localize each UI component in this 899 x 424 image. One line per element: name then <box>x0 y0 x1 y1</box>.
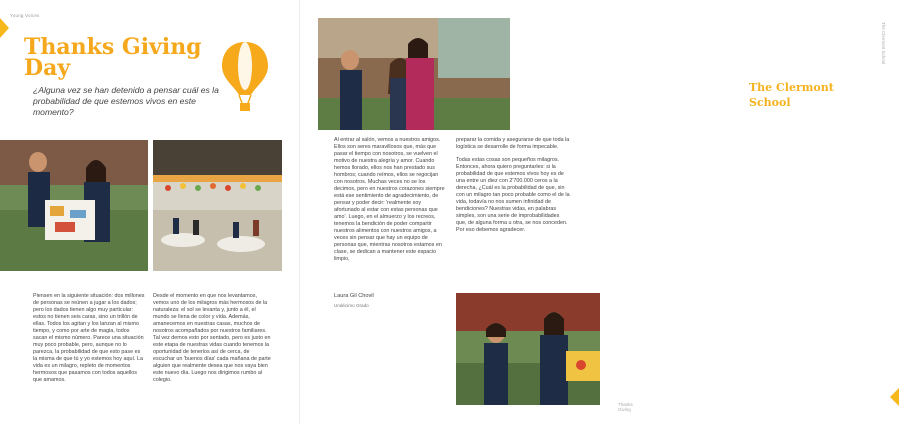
right-page <box>300 0 886 424</box>
photo-dining-hall <box>153 140 282 271</box>
page-footer: Thanks Giving <box>618 402 633 412</box>
author-name: Laura Gil Chovil <box>334 293 374 299</box>
left-page <box>0 0 300 424</box>
paragraph: preparar la comida y asegurarse de que toda la logística se desarrolle de forma impecable. <box>456 137 570 150</box>
article-title: Thanks Giving Day <box>24 34 202 81</box>
right-column-2 <box>456 137 571 240</box>
author-grade: Undécimo Grado <box>334 303 369 308</box>
paragraph: Todas estas cosas son pequeños milagros. Entonces, ahora quiero preguntarles: si la probabilidad de que estemos vivos hoy es de una entre un diez con 2'700.000 ceros a la derecha, ¿Cuál es la probabilidad de que, sin con un milagro tan poco probable como el de la vida, todavía no nos sumen infinidad de bendiciones? Nuestras vidas, en palabras simples, son una serie de improbabilidades que, de alguna forma u otra, se nos conceden. Por eso debemos agradecer. <box>456 157 570 233</box>
corner-marker <box>0 18 9 38</box>
left-column-2 <box>153 293 271 390</box>
paragraph: Piensen en la siguiente situación: dos millones de personas se reúnen a jugar a los dados; pero los dados tienen algo muy particular: estos no tienen seis caras, sino un trillón de ellas. Todos los agitan y los lanzan al mismo tiempo, y como por arte de magia, todos sacan el mismo número. Parece una situación muy poco probable, pero, aunque no lo parezca, la probabilidad de que esto pase es la misma de que tú y yo estemos hoy aquí. La vida es un milagro, repleto de momentos hermosos que pasamos con todos aquellos que amamos. <box>33 293 145 383</box>
left-column-1 <box>33 293 145 390</box>
paragraph: Al entrar al salón, vemos a nuestros amigos. Ellos son seres maravillosos que, más que pasar el tiempo con nosotros, se vuelven el motivo de nuestra alegría y amor. Cuando hemos llorado, ellos nos han prestado sus hombros; cuando reímos, ellos se regocijan con nosotros. Muchas veces no se los decimos, pero en nuestros corazones siempre está ese sentimiento de agradecimiento, de pensar y poder decir: 'realmente soy afortunado al estar con estas personas que amo'. Luego, en el almuerzo y los recreos, tenemos la bendición de poder compartir nuestros alimentos con nuestros amigos, a veces sin pensar que hay un equipo de personas que, mientras nosotros estamos en clase, se dedican a mantener este espacio limpio, <box>334 137 445 262</box>
photo-students-microphone <box>456 293 600 405</box>
school-name-overlay: The Clermont School <box>749 81 834 109</box>
paragraph: Desde el momento en que nos levantamos, vemos uno de los milagros más hermosos de la naturaleza: el sol se levanta y, junto a él, el mundo se llena de color y vida. Además, amanecemos en nuestras casas, muchos de nosotros acompañados por nuestros familiares. Tal vez demos esto por sentado, pero es justo en este etapa de nuestras vidas cuando tenemos la oportunidad de tenerlos así de cerca, de escuchar un 'buenos días' cada mañana de parte alguien que realmente desea que nos vaya bien este nuevo día. Luego nos dirigimos rumbo al colegio. <box>153 293 271 383</box>
running-head: Young Voices <box>10 13 40 18</box>
right-column-1 <box>334 137 448 269</box>
photo-students-poster <box>0 140 148 271</box>
vertical-running-head: The Clermont School <box>881 22 886 65</box>
lead-question: ¿Alguna vez se han detenido a pensar cuál es la probabilidad de que estemos vivos en este momento? <box>33 85 219 117</box>
corner-marker-right <box>890 388 899 406</box>
photo-teacher-students <box>318 18 510 130</box>
